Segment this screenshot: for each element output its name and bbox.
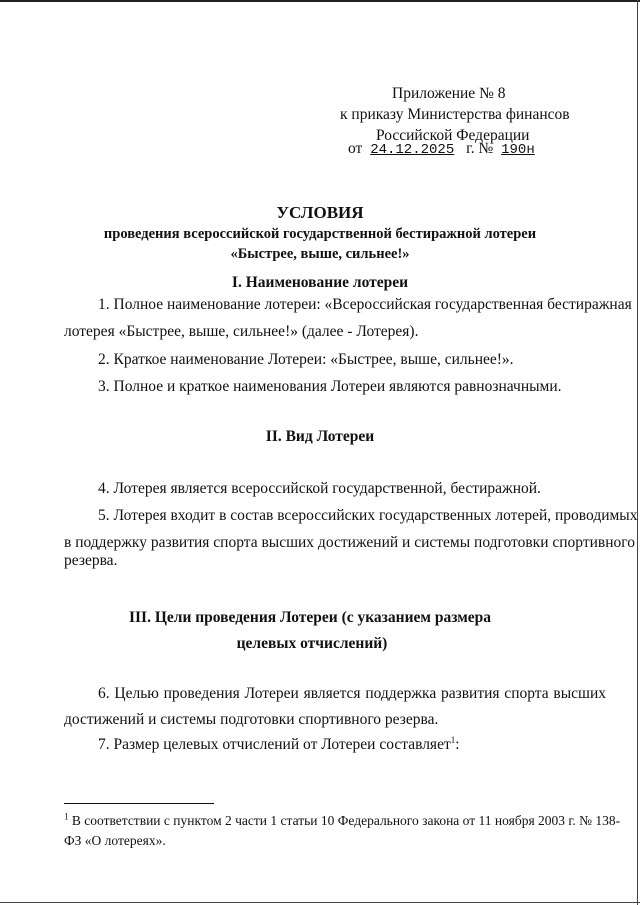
footnote-reference: 1	[450, 734, 456, 745]
paragraph-5-line3: резерва.	[64, 552, 118, 569]
paragraph-1-line2: лотерея «Быстрее, выше, сильнее!» (далее - Лотерея).	[64, 323, 419, 340]
footnote-divider	[64, 803, 214, 804]
document-title: УСЛОВИЯ	[276, 203, 364, 222]
section-1-heading: I. Наименование лотереи	[231, 274, 409, 291]
order-number: 190н	[501, 142, 535, 158]
paragraph-3: 3. Полное и краткое наименования Лотереи являются равнозначными.	[98, 378, 562, 395]
document-subtitle-line2: «Быстрее, выше, сильнее!»	[230, 246, 410, 262]
paragraph-5-line2: в поддержку развития спорта высших достижений и системы подготовки спортивного	[64, 534, 635, 551]
footnote-line2: ФЗ «О лотереях».	[64, 833, 166, 848]
paragraph-5-line1: 5. Лотерея входит в состав всероссийских государственных лотерей, проводимых	[98, 507, 638, 524]
paragraph-4: 4. Лотерея является всероссийской государственной, бестиражной.	[98, 480, 541, 497]
scan-edge-top	[0, 0, 640, 2]
order-date-line	[348, 139, 541, 160]
footnote-text-line1: В соответствии с пунктом 2 части 1 статьи 10 Федерального закона от 11 ноября 2003 г. № 138-	[68, 813, 621, 828]
document-subtitle-line1: проведения всероссийской государственной бестиражной лотереи	[103, 226, 537, 242]
number-prefix: г. №	[466, 140, 494, 157]
paragraph-2: 2. Краткое наименование Лотереи: «Быстрее, выше, сильнее!».	[98, 351, 514, 368]
footnote-line1	[64, 812, 620, 830]
footnote-mark: 1	[64, 811, 69, 822]
paragraph-7-text: 7. Размер целевых отчислений от Лотереи составляет	[98, 736, 451, 753]
appendix-label: Приложение № 8	[392, 85, 506, 102]
date-prefix: от	[348, 140, 363, 157]
paragraph-6-line1: 6. Целью проведения Лотереи является поддержка развития спорта высших	[98, 685, 606, 702]
scan-edge-right	[637, 0, 638, 905]
section-2-heading: II. Вид Лотереи	[265, 428, 375, 445]
paragraph-7-end: :	[455, 736, 460, 753]
order-reference: к приказу Министерства финансов	[340, 106, 570, 123]
federation-label: Российской Федерации	[376, 127, 530, 144]
paragraph-6-line2: достижений и системы подготовки спортивного резерва.	[64, 711, 439, 728]
section-3-heading-line1: III. Цели проведения Лотереи (с указанием размера	[128, 609, 492, 626]
paragraph-7	[98, 735, 460, 755]
order-date: 24.12.2025	[370, 142, 455, 158]
scan-edge-bottom	[0, 902, 640, 903]
paragraph-1-line1: 1. Полное наименование лотереи: «Всероссийская государственная бестиражная	[98, 296, 632, 313]
section-3-heading-line2: целевых отчислений)	[236, 635, 388, 652]
